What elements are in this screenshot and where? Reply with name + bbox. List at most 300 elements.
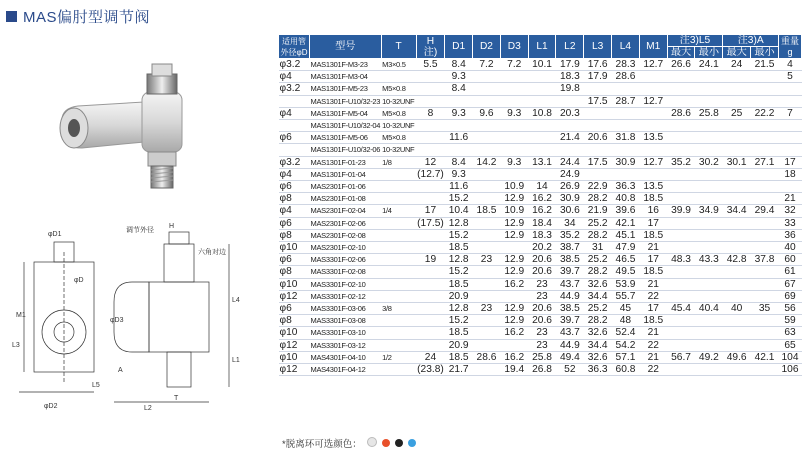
cell-d: φ6	[279, 181, 310, 193]
cell-t: 10-32UNF	[382, 121, 415, 131]
cell-d2	[473, 229, 501, 241]
cell-h	[416, 278, 445, 290]
cell-l5b	[695, 242, 723, 254]
cell-l1	[528, 144, 556, 156]
cell-aa	[723, 95, 751, 107]
cell-l1: 16.2	[528, 193, 556, 205]
cell-w: 106	[779, 364, 802, 376]
cell-l1	[528, 132, 556, 144]
cell-d: φ10	[279, 351, 310, 363]
cell-d1: 18.5	[445, 278, 473, 290]
header-d1: D1	[445, 35, 473, 59]
cell-m1	[639, 120, 667, 132]
cell-d2	[473, 193, 501, 205]
cell-l4: 30.9	[612, 156, 640, 168]
cell-t: 10-32UNF	[382, 145, 415, 155]
cell-d2	[473, 278, 501, 290]
cell-d: φ12	[279, 364, 310, 376]
cell-w: 40	[779, 242, 802, 254]
cell-m1	[639, 144, 667, 156]
cell-aa	[723, 217, 751, 229]
cell-d3	[500, 120, 528, 132]
table-row	[279, 95, 802, 107]
cell-l5b	[695, 144, 723, 156]
cell-m1: 17	[639, 254, 667, 266]
cell-w: 33	[779, 217, 802, 229]
cell-d3: 9.3	[500, 107, 528, 119]
cell-t	[381, 290, 416, 302]
cell-ab	[751, 132, 779, 144]
header-l5-min: 最小	[695, 47, 723, 59]
cell-ab	[751, 290, 779, 302]
dim-sw-label: 调节外径	[126, 227, 154, 234]
cell-l5b	[695, 132, 723, 144]
table-row	[279, 83, 802, 95]
cell-d: φ3.2	[279, 59, 310, 71]
cell-l5a	[667, 144, 695, 156]
cell-aa	[723, 242, 751, 254]
cell-l2: 49.4	[556, 351, 584, 363]
cell-h: (23.8)	[417, 364, 444, 376]
cell-t: 10-32UNF	[382, 96, 415, 106]
cell-d: φ8	[279, 315, 310, 327]
cell-m: MAS1301F-U10/32-04	[310, 121, 381, 131]
cell-ab	[751, 181, 779, 193]
cell-w: 61	[779, 266, 802, 278]
cell-m: MAS1301F-M3-04	[310, 71, 382, 83]
cell-aa: 49.6	[723, 351, 751, 363]
cell-l2: 26.9	[556, 181, 584, 193]
cell-t	[381, 193, 416, 205]
cell-d: φ6	[279, 254, 310, 266]
cell-m1: 12.7	[639, 156, 667, 168]
cell-d2	[473, 339, 501, 351]
cell-l1	[528, 83, 556, 95]
cell-d2	[473, 83, 501, 95]
cell-l5a	[667, 364, 695, 376]
cell-ab	[751, 95, 779, 107]
cell-l2: 19.8	[556, 83, 584, 95]
cell-w: 5	[779, 71, 802, 83]
cell-t	[381, 168, 416, 180]
table-row	[279, 315, 802, 327]
cell-m: MAS2301F-01-08	[310, 193, 382, 205]
cell-l5a	[667, 83, 695, 95]
cell-l1: 14	[528, 181, 556, 193]
cell-aa	[723, 193, 751, 205]
ring-color-swatches	[362, 437, 416, 450]
table-row	[279, 254, 802, 266]
cell-l1: 13.1	[528, 156, 556, 168]
cell-w	[779, 83, 802, 95]
cell-l5b	[695, 327, 723, 339]
cell-d1: 11.6	[445, 132, 473, 144]
cell-l4: 48	[612, 315, 640, 327]
cell-d3: 9.3	[500, 156, 528, 168]
cell-t: M5×0.8	[381, 107, 416, 119]
cell-m: MAS1301F-01-04	[310, 168, 382, 180]
cell-l5a	[667, 339, 695, 351]
cell-l4: 55.7	[612, 290, 640, 302]
cell-d2	[473, 242, 501, 254]
cell-l3: 22.9	[584, 181, 612, 193]
cell-aa: 30.1	[723, 156, 751, 168]
cell-l1: 18.3	[528, 229, 556, 241]
cell-m1: 21	[639, 242, 667, 254]
cell-l5b: 40.4	[695, 303, 723, 315]
cell-l5b	[695, 83, 723, 95]
cell-m1: 22	[639, 290, 667, 302]
dim-l4-label: L4	[232, 297, 240, 304]
cell-l5b	[695, 266, 723, 278]
dim-l1-label: L1	[232, 357, 240, 364]
header-model: 型号	[310, 35, 382, 59]
cell-l1: 20.2	[528, 242, 556, 254]
cell-d1	[445, 120, 473, 132]
cell-d3	[500, 71, 528, 83]
cell-aa	[723, 315, 751, 327]
cell-l1: 18.4	[528, 217, 556, 229]
cell-m1	[639, 107, 667, 119]
cell-d1: 8.4	[445, 156, 473, 168]
dimension-drawing	[14, 222, 274, 412]
cell-l2: 20.3	[556, 107, 584, 119]
cell-d2	[473, 364, 501, 376]
cell-w: 65	[779, 339, 802, 351]
cell-w: 56	[779, 303, 802, 315]
cell-l5a	[667, 132, 695, 144]
cell-l1: 20.6	[528, 266, 556, 278]
cell-d2: 23	[473, 303, 501, 315]
cell-ab: 21.5	[751, 59, 779, 71]
cell-l2: 39.7	[556, 266, 584, 278]
cell-t	[381, 217, 416, 229]
cell-l3: 32.6	[584, 351, 612, 363]
cell-aa	[723, 364, 751, 376]
header-weight: 重量g	[779, 35, 802, 59]
cell-m1: 21	[639, 327, 667, 339]
cell-m: MAS4301F-04-12	[310, 364, 382, 376]
dim-d3-label: φD3	[110, 317, 124, 324]
cell-m: MAS1301F-U10/32-23	[310, 96, 381, 106]
cell-h	[416, 71, 445, 83]
cell-d3: 7.2	[500, 59, 528, 71]
cell-l5a	[667, 71, 695, 83]
cell-m1	[639, 168, 667, 180]
cell-l1: 23	[528, 339, 556, 351]
cell-h	[416, 327, 445, 339]
cell-l5b	[695, 339, 723, 351]
table-row	[279, 205, 802, 217]
cell-ab	[751, 229, 779, 241]
cell-h	[416, 120, 445, 132]
cell-m1: 16	[639, 205, 667, 217]
cell-l5a	[667, 278, 695, 290]
cell-aa	[723, 120, 751, 132]
header-d2: D2	[473, 35, 501, 59]
cell-d3	[500, 339, 528, 351]
cell-l4: 28.6	[612, 71, 640, 83]
cell-d2	[473, 181, 501, 193]
dim-a-label: A	[118, 367, 123, 374]
cell-m1: 18.5	[639, 229, 667, 241]
cell-l4	[612, 168, 640, 180]
cell-d	[279, 144, 310, 156]
cell-l2: 38.5	[556, 303, 584, 315]
cell-l5b: 43.3	[695, 254, 723, 266]
cell-d1: 18.5	[445, 327, 473, 339]
cell-l5a: 45.4	[667, 303, 695, 315]
cell-t: 1/4	[381, 205, 416, 217]
table-row	[279, 71, 802, 83]
cell-l3: 34.4	[584, 339, 612, 351]
cell-aa	[723, 339, 751, 351]
cell-l2: 39.7	[556, 315, 584, 327]
table-row	[279, 107, 802, 119]
cell-d1: 10.4	[445, 205, 473, 217]
cell-h	[416, 95, 445, 107]
cell-l2: 17.9	[556, 59, 584, 71]
cell-d: φ3.2	[279, 83, 310, 95]
header-l2: L2	[556, 35, 584, 59]
cell-l4: 45	[612, 303, 640, 315]
table-row	[279, 364, 802, 376]
cell-ab	[751, 193, 779, 205]
cell-d	[279, 95, 310, 107]
cell-d: φ10	[279, 278, 310, 290]
cell-ab	[751, 315, 779, 327]
cell-l4: 53.9	[612, 278, 640, 290]
header-t: T	[381, 35, 416, 59]
cell-m: MAS3301F-02-06	[310, 254, 382, 266]
cell-d1: 15.2	[445, 315, 473, 327]
cell-t	[381, 266, 416, 278]
cell-t: M5×0.8	[381, 132, 416, 144]
cell-m1: 18.5	[639, 193, 667, 205]
cell-d2	[473, 120, 501, 132]
cell-m1: 21	[639, 351, 667, 363]
cell-h	[416, 193, 445, 205]
cell-ab: 22.2	[751, 107, 779, 119]
cell-l3	[584, 168, 612, 180]
cell-d1: 9.3	[445, 107, 473, 119]
table-row	[279, 144, 802, 156]
cell-t: M5×0.8	[381, 83, 416, 95]
footnote	[282, 436, 416, 450]
cell-d1: 18.5	[445, 351, 473, 363]
cell-aa	[723, 168, 751, 180]
cell-l1: 10.8	[528, 107, 556, 119]
cell-w	[779, 181, 802, 193]
cell-m1: 22	[639, 364, 667, 376]
cell-l1: 25.8	[528, 351, 556, 363]
cell-h	[416, 144, 445, 156]
cell-d2	[473, 144, 501, 156]
cell-m1: 17	[639, 217, 667, 229]
cell-d1: 9.3	[445, 71, 473, 83]
cell-l3: 17.6	[584, 59, 612, 71]
cell-m1: 13.5	[639, 181, 667, 193]
cell-l2	[556, 144, 584, 156]
cell-d2: 28.6	[473, 351, 501, 363]
cell-l2	[556, 120, 584, 132]
cell-aa	[723, 229, 751, 241]
cell-l4: 28.3	[612, 59, 640, 71]
cell-w	[779, 144, 802, 156]
cell-l3	[584, 144, 612, 156]
cell-l4	[612, 120, 640, 132]
cell-l4: 31.8	[612, 132, 640, 144]
cell-l4: 40.8	[612, 193, 640, 205]
cell-l3: 25.2	[584, 217, 612, 229]
cell-l3: 32.6	[584, 327, 612, 339]
cell-t	[381, 229, 416, 241]
cell-w: 67	[779, 278, 802, 290]
cell-d: φ8	[279, 266, 310, 278]
ring-color-dot	[382, 439, 390, 447]
table-row	[279, 156, 802, 168]
cell-d: φ6	[279, 132, 310, 144]
dim-l2-label: L2	[144, 405, 152, 412]
cell-l1: 20.6	[528, 254, 556, 266]
spec-table-body	[279, 59, 802, 376]
cell-m1: 21	[639, 278, 667, 290]
cell-m: MAS1301F-M5-23	[310, 83, 382, 95]
cell-l5a	[667, 229, 695, 241]
table-row	[279, 168, 802, 180]
cell-l2: 43.7	[556, 327, 584, 339]
cell-aa: 24	[723, 59, 751, 71]
cell-l5b	[695, 95, 723, 107]
cell-t	[381, 254, 416, 266]
header-m1: M1	[639, 35, 667, 59]
cell-m1: 18.5	[639, 315, 667, 327]
cell-l5a	[667, 168, 695, 180]
header-l4: L4	[612, 35, 640, 59]
cell-m: MAS2301F-01-06	[310, 181, 382, 193]
cell-l5b	[695, 229, 723, 241]
cell-t	[381, 315, 416, 327]
cell-aa: 40	[723, 303, 751, 315]
cell-m1: 17	[639, 303, 667, 315]
dim-l5-label: L5	[92, 382, 100, 389]
cell-l4: 52.4	[612, 327, 640, 339]
cell-l5a	[667, 242, 695, 254]
cell-l5a	[667, 181, 695, 193]
cell-d3: 12.9	[500, 303, 528, 315]
cell-d: φ12	[279, 339, 310, 351]
cell-d3: 16.2	[500, 278, 528, 290]
cell-l5a	[667, 327, 695, 339]
cell-d2: 18.5	[473, 205, 501, 217]
cell-l5b	[695, 71, 723, 83]
table-row	[279, 242, 802, 254]
cell-aa: 25	[723, 107, 751, 119]
cell-l4: 36.3	[612, 181, 640, 193]
cell-d: φ10	[279, 242, 310, 254]
cell-aa: 42.8	[723, 254, 751, 266]
cell-l5a	[667, 95, 695, 107]
cell-l3	[584, 120, 612, 132]
cell-m1: 12.7	[639, 59, 667, 71]
cell-h: 19	[416, 254, 445, 266]
cell-l3: 31	[584, 242, 612, 254]
cell-l5b	[695, 181, 723, 193]
cell-d1	[445, 144, 473, 156]
cell-l5b	[695, 290, 723, 302]
cell-ab	[751, 364, 779, 376]
cell-l4: 57.1	[612, 351, 640, 363]
cell-d: φ4	[279, 107, 310, 119]
cell-m1: 13.5	[639, 132, 667, 144]
cell-d2: 23	[473, 254, 501, 266]
cell-d3: 16.2	[500, 327, 528, 339]
cell-t	[381, 181, 416, 193]
cell-l5b	[695, 278, 723, 290]
cell-w: 69	[779, 290, 802, 302]
cell-h: 17	[416, 205, 445, 217]
cell-w: 32	[779, 205, 802, 217]
cell-t	[381, 242, 416, 254]
cell-d1: 21.7	[445, 364, 473, 376]
cell-d2	[473, 266, 501, 278]
cell-aa	[723, 144, 751, 156]
cell-l1	[528, 71, 556, 83]
cell-l5a	[667, 290, 695, 302]
cell-m: MAS3301F-03-08	[310, 315, 382, 327]
cell-l2: 44.9	[556, 290, 584, 302]
cell-d3	[500, 132, 528, 144]
header-a-min: 最小	[751, 47, 779, 59]
cell-l3: 28.2	[584, 229, 612, 241]
cell-w: 63	[779, 327, 802, 339]
cell-ab	[751, 278, 779, 290]
cell-h	[416, 229, 445, 241]
cell-d3	[500, 242, 528, 254]
title-text: MAS偏肘型调节阀	[23, 9, 151, 26]
cell-d: φ3.2	[279, 156, 310, 168]
cell-m: MAS1301F-M5-04	[310, 107, 382, 119]
cell-m: MAS2301F-02-10	[310, 242, 382, 254]
cell-d3: 12.9	[500, 217, 528, 229]
dim-m1-label: M1	[16, 312, 26, 319]
cell-l5a: 39.9	[667, 205, 695, 217]
cell-l5a	[667, 217, 695, 229]
cell-ab	[751, 120, 779, 132]
cell-ab	[751, 217, 779, 229]
cell-l3: 20.6	[584, 132, 612, 144]
cell-w: 59	[779, 315, 802, 327]
cell-l1: 26.8	[528, 364, 556, 376]
title-square-icon	[6, 11, 17, 22]
cell-l4: 46.5	[612, 254, 640, 266]
cell-l4: 49.5	[612, 266, 640, 278]
table-row	[279, 217, 802, 229]
table-row	[279, 351, 802, 363]
cell-d2: 7.2	[473, 59, 501, 71]
cell-aa	[723, 278, 751, 290]
cell-m: MAS1301F-U10/32-06	[310, 145, 381, 155]
cell-d3	[500, 290, 528, 302]
cell-l5b	[695, 168, 723, 180]
cell-l3: 17.5	[584, 156, 612, 168]
cell-aa	[723, 290, 751, 302]
header-dia: 适用管外径φD	[279, 35, 310, 59]
cell-ab	[751, 83, 779, 95]
cell-l2: 18.3	[556, 71, 584, 83]
cell-aa	[723, 327, 751, 339]
cell-d3: 10.9	[500, 181, 528, 193]
